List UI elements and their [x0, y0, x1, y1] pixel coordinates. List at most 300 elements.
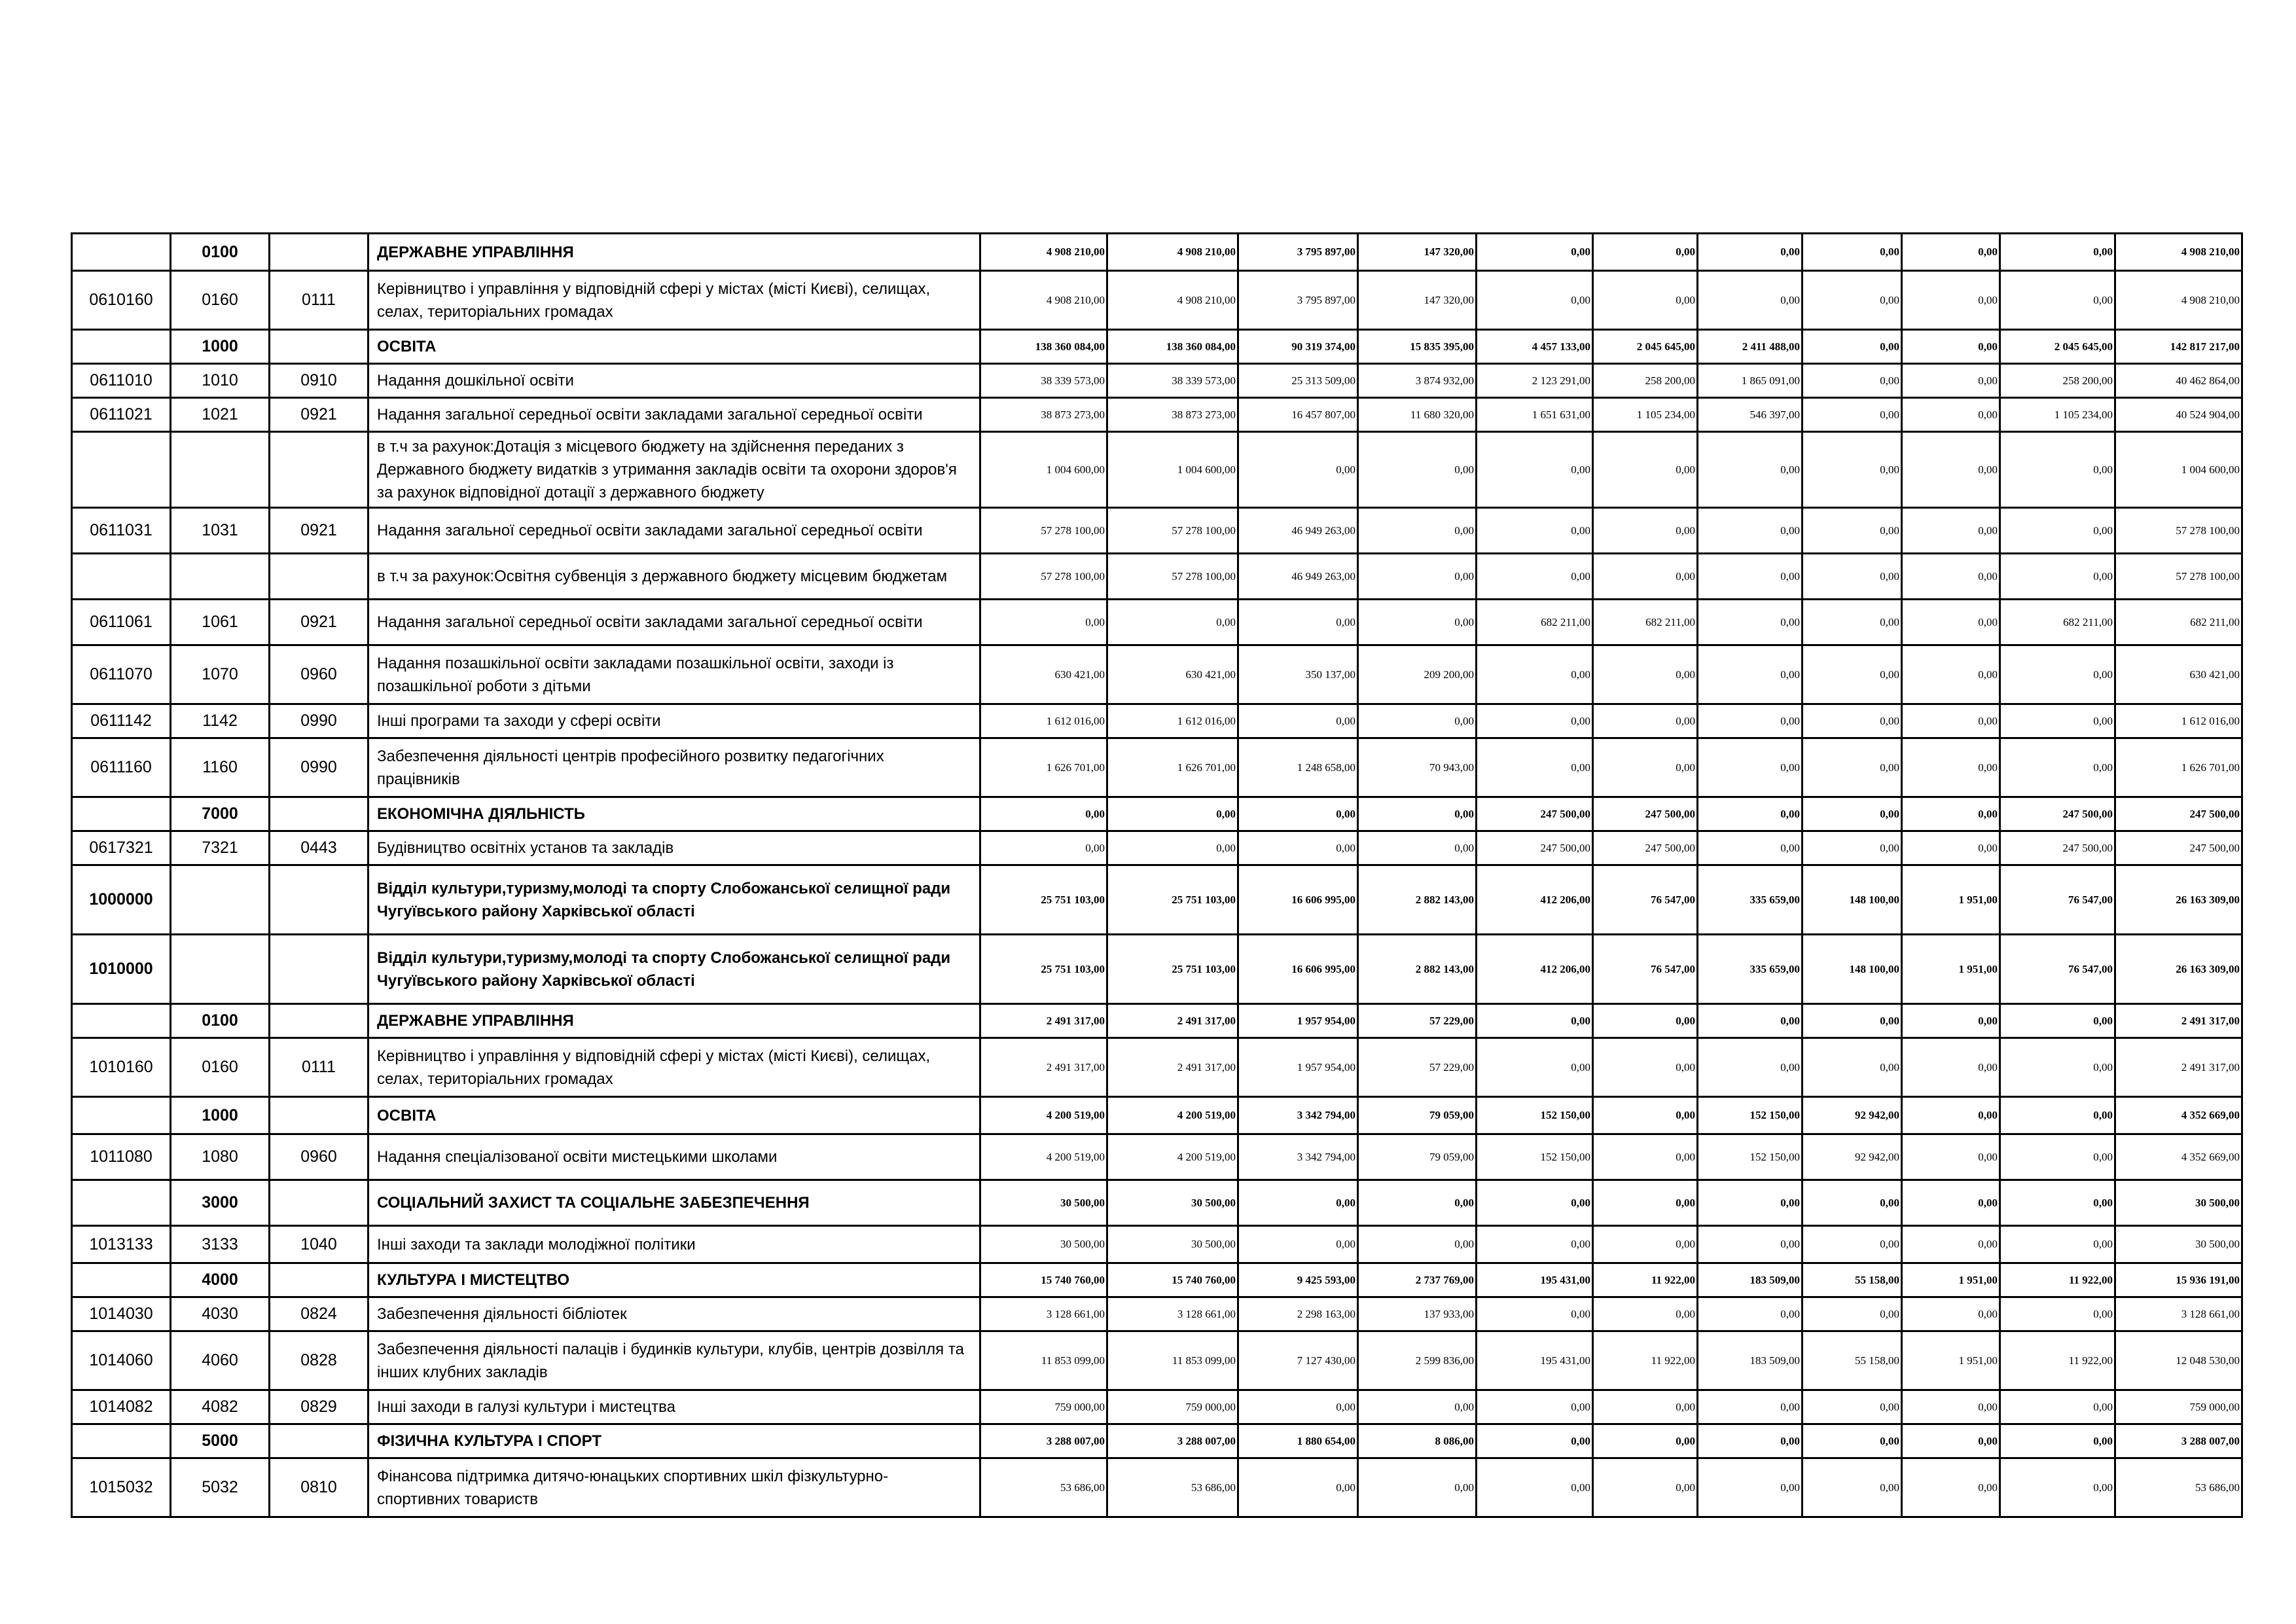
amount-cell: 0,00 [1477, 1458, 1593, 1517]
amount-cell: 3 342 794,00 [1238, 1134, 1358, 1180]
program-code-cell [72, 234, 171, 271]
amount-cell: 1 612 016,00 [2115, 704, 2242, 738]
amount-cell: 137 933,00 [1358, 1297, 1477, 1331]
amount-cell: 0,00 [1803, 330, 1902, 364]
program-code-cell [72, 432, 171, 508]
amount-cell: 0,00 [1902, 398, 2000, 432]
function-code-cell [270, 1004, 368, 1038]
amount-cell: 0,00 [1698, 1038, 1803, 1097]
amount-cell: 76 547,00 [2000, 935, 2115, 1004]
amount-cell: 247 500,00 [1593, 831, 1698, 865]
program-name-cell: Відділ культури,туризму,молоді та спорту Слобожанської селищної ради Чугуївського району Харківської області [368, 865, 980, 935]
amount-cell: 3 874 932,00 [1358, 364, 1477, 398]
amount-cell: 46 949 263,00 [1238, 554, 1358, 600]
program-name-cell: ДЕРЖАВНЕ УПРАВЛІННЯ [368, 1004, 980, 1038]
program-code-cell [72, 1004, 171, 1038]
amount-cell: 0,00 [1698, 1297, 1803, 1331]
amount-cell: 0,00 [1803, 831, 1902, 865]
amount-cell: 0,00 [1477, 645, 1593, 704]
program-code-cell: 1013133 [72, 1226, 171, 1263]
amount-cell: 0,00 [1803, 1297, 1902, 1331]
amount-cell: 11 853 099,00 [980, 1331, 1107, 1390]
amount-cell: 183 509,00 [1698, 1331, 1803, 1390]
amount-cell: 1 248 658,00 [1238, 738, 1358, 797]
amount-cell: 247 500,00 [1593, 797, 1698, 831]
table-row [72, 797, 2242, 831]
amount-cell: 0,00 [1593, 645, 1698, 704]
amount-cell: 0,00 [1902, 1004, 2000, 1038]
amount-cell: 40 524 904,00 [2115, 398, 2242, 432]
amount-cell: 0,00 [2000, 271, 2115, 330]
amount-cell: 0,00 [1698, 271, 1803, 330]
amount-cell: 0,00 [1477, 432, 1593, 508]
amount-cell: 152 150,00 [1698, 1097, 1803, 1134]
program-classification-cell [171, 865, 270, 935]
program-classification-cell: 1000 [171, 330, 270, 364]
amount-cell: 759 000,00 [1107, 1390, 1238, 1424]
amount-cell: 46 949 263,00 [1238, 508, 1358, 554]
amount-cell: 0,00 [2000, 1390, 2115, 1424]
amount-cell: 0,00 [1803, 234, 1902, 271]
amount-cell: 0,00 [1477, 1390, 1593, 1424]
function-code-cell: 0111 [270, 1038, 368, 1097]
amount-cell: 630 421,00 [1107, 645, 1238, 704]
amount-cell: 0,00 [1358, 600, 1477, 645]
amount-cell: 0,00 [2000, 234, 2115, 271]
amount-cell: 11 853 099,00 [1107, 1331, 1238, 1390]
program-name-cell: Відділ культури,туризму,молоді та спорту Слобожанської селищної ради Чугуївського району Харківської області [368, 935, 980, 1004]
amount-cell: 0,00 [1902, 704, 2000, 738]
amount-cell: 335 659,00 [1698, 865, 1803, 935]
amount-cell: 0,00 [1902, 797, 2000, 831]
amount-cell: 630 421,00 [980, 645, 1107, 704]
table-row [72, 1038, 2242, 1097]
amount-cell: 0,00 [1593, 271, 1698, 330]
amount-cell: 4 200 519,00 [980, 1134, 1107, 1180]
program-name-cell: КУЛЬТУРА І МИСТЕЦТВО [368, 1263, 980, 1297]
amount-cell: 1 004 600,00 [980, 432, 1107, 508]
amount-cell: 0,00 [1902, 271, 2000, 330]
amount-cell: 0,00 [1358, 508, 1477, 554]
amount-cell: 4 200 519,00 [1107, 1097, 1238, 1134]
amount-cell: 57 278 100,00 [1107, 554, 1238, 600]
amount-cell: 1 951,00 [1902, 935, 2000, 1004]
program-classification-cell: 7321 [171, 831, 270, 865]
table-row [72, 600, 2242, 645]
amount-cell: 4 908 210,00 [2115, 234, 2242, 271]
amount-cell: 0,00 [1902, 1038, 2000, 1097]
amount-cell: 2 045 645,00 [2000, 330, 2115, 364]
amount-cell: 25 751 103,00 [1107, 935, 1238, 1004]
program-classification-cell: 3133 [171, 1226, 270, 1263]
amount-cell: 0,00 [2000, 432, 2115, 508]
amount-cell: 0,00 [1902, 554, 2000, 600]
amount-cell: 0,00 [1477, 1297, 1593, 1331]
amount-cell: 0,00 [1477, 738, 1593, 797]
amount-cell: 0,00 [1593, 554, 1698, 600]
amount-cell: 0,00 [2000, 645, 2115, 704]
program-code-cell [72, 1180, 171, 1226]
amount-cell: 38 873 273,00 [1107, 398, 1238, 432]
program-name-cell: Інші заходи в галузі культури і мистецтва [368, 1390, 980, 1424]
function-code-cell: 0990 [270, 704, 368, 738]
amount-cell: 0,00 [1698, 1226, 1803, 1263]
amount-cell: 25 751 103,00 [1107, 865, 1238, 935]
program-classification-cell: 1000 [171, 1097, 270, 1134]
amount-cell: 4 908 210,00 [980, 271, 1107, 330]
program-classification-cell: 5000 [171, 1424, 270, 1458]
amount-cell: 53 686,00 [980, 1458, 1107, 1517]
amount-cell: 1 957 954,00 [1238, 1004, 1358, 1038]
amount-cell: 0,00 [1238, 1390, 1358, 1424]
amount-cell: 0,00 [1358, 1180, 1477, 1226]
amount-cell: 1 626 701,00 [1107, 738, 1238, 797]
table-row [72, 364, 2242, 398]
table-row [72, 1226, 2242, 1263]
amount-cell: 1 865 091,00 [1698, 364, 1803, 398]
program-name-cell: ФІЗИЧНА КУЛЬТУРА І СПОРТ [368, 1424, 980, 1458]
amount-cell: 247 500,00 [2115, 831, 2242, 865]
program-classification-cell: 0100 [171, 234, 270, 271]
amount-cell: 0,00 [1238, 432, 1358, 508]
amount-cell: 0,00 [1593, 738, 1698, 797]
amount-cell: 57 278 100,00 [2115, 554, 2242, 600]
program-name-cell: Надання дошкільної освіти [368, 364, 980, 398]
amount-cell: 152 150,00 [1698, 1134, 1803, 1180]
amount-cell: 3 128 661,00 [980, 1297, 1107, 1331]
amount-cell: 0,00 [1803, 1226, 1902, 1263]
amount-cell: 1 951,00 [1902, 1331, 2000, 1390]
amount-cell: 30 500,00 [1107, 1180, 1238, 1226]
program-code-cell: 0611061 [72, 600, 171, 645]
function-code-cell [270, 865, 368, 935]
amount-cell: 0,00 [1698, 1004, 1803, 1038]
table-row [72, 1458, 2242, 1517]
program-name-cell: Керівництво і управління у відповідній сфері у містах (місті Києві), селищах, селах, територіальних громадах [368, 1038, 980, 1097]
amount-cell: 147 320,00 [1358, 234, 1477, 271]
amount-cell: 0,00 [1358, 432, 1477, 508]
amount-cell: 0,00 [1477, 508, 1593, 554]
amount-cell: 1 626 701,00 [2115, 738, 2242, 797]
amount-cell: 152 150,00 [1477, 1134, 1593, 1180]
table-row [72, 398, 2242, 432]
amount-cell: 0,00 [1902, 1134, 2000, 1180]
table-row [72, 1004, 2242, 1038]
amount-cell: 0,00 [1107, 797, 1238, 831]
amount-cell: 30 500,00 [980, 1180, 1107, 1226]
table-row [72, 1263, 2242, 1297]
amount-cell: 0,00 [1803, 364, 1902, 398]
amount-cell: 30 500,00 [1107, 1226, 1238, 1263]
amount-cell: 4 457 133,00 [1477, 330, 1593, 364]
program-classification-cell: 5032 [171, 1458, 270, 1517]
amount-cell: 0,00 [2000, 1458, 2115, 1517]
table-row [72, 234, 2242, 271]
function-code-cell [270, 234, 368, 271]
amount-cell: 247 500,00 [2115, 797, 2242, 831]
function-code-cell: 0111 [270, 271, 368, 330]
amount-cell: 0,00 [1593, 432, 1698, 508]
amount-cell: 0,00 [1593, 1004, 1698, 1038]
table-body [72, 234, 2242, 1517]
amount-cell: 0,00 [1698, 704, 1803, 738]
function-code-cell: 0810 [270, 1458, 368, 1517]
amount-cell: 1 612 016,00 [1107, 704, 1238, 738]
amount-cell: 0,00 [1593, 508, 1698, 554]
function-code-cell [270, 1097, 368, 1134]
program-classification-cell [171, 432, 270, 508]
amount-cell: 55 158,00 [1803, 1331, 1902, 1390]
function-code-cell [270, 1424, 368, 1458]
amount-cell: 57 229,00 [1358, 1038, 1477, 1097]
amount-cell: 0,00 [1803, 1458, 1902, 1517]
amount-cell: 4 908 210,00 [980, 234, 1107, 271]
function-code-cell: 0443 [270, 831, 368, 865]
amount-cell: 0,00 [980, 600, 1107, 645]
amount-cell: 0,00 [1803, 271, 1902, 330]
function-code-cell: 0960 [270, 1134, 368, 1180]
amount-cell: 30 500,00 [2115, 1180, 2242, 1226]
amount-cell: 0,00 [2000, 1226, 2115, 1263]
amount-cell: 1 957 954,00 [1238, 1038, 1358, 1097]
amount-cell: 3 288 007,00 [980, 1424, 1107, 1458]
program-classification-cell: 1160 [171, 738, 270, 797]
amount-cell: 0,00 [1238, 1458, 1358, 1517]
amount-cell: 70 943,00 [1358, 738, 1477, 797]
program-classification-cell: 1010 [171, 364, 270, 398]
program-name-cell: Інші програми та заходи у сфері освіти [368, 704, 980, 738]
table-row [72, 508, 2242, 554]
amount-cell: 4 352 669,00 [2115, 1097, 2242, 1134]
amount-cell: 0,00 [1803, 1424, 1902, 1458]
amount-cell: 0,00 [1477, 271, 1593, 330]
amount-cell: 25 751 103,00 [980, 935, 1107, 1004]
amount-cell: 2 411 488,00 [1698, 330, 1803, 364]
amount-cell: 0,00 [1902, 645, 2000, 704]
table-row [72, 330, 2242, 364]
table-row [72, 865, 2242, 935]
program-code-cell: 1011080 [72, 1134, 171, 1180]
program-name-cell: Забезпечення діяльності бібліотек [368, 1297, 980, 1331]
amount-cell: 12 048 530,00 [2115, 1331, 2242, 1390]
amount-cell: 350 137,00 [1238, 645, 1358, 704]
program-classification-cell: 0160 [171, 1038, 270, 1097]
amount-cell: 682 211,00 [1477, 600, 1593, 645]
function-code-cell [270, 432, 368, 508]
amount-cell: 0,00 [1358, 1226, 1477, 1263]
amount-cell: 57 278 100,00 [980, 554, 1107, 600]
amount-cell: 0,00 [2000, 1424, 2115, 1458]
program-code-cell: 0610160 [72, 271, 171, 330]
amount-cell: 0,00 [1107, 600, 1238, 645]
program-code-cell [72, 797, 171, 831]
amount-cell: 0,00 [1358, 1458, 1477, 1517]
program-classification-cell: 1080 [171, 1134, 270, 1180]
program-code-cell: 0617321 [72, 831, 171, 865]
amount-cell: 3 128 661,00 [2115, 1297, 2242, 1331]
function-code-cell [270, 935, 368, 1004]
amount-cell: 0,00 [1902, 1458, 2000, 1517]
amount-cell: 2 491 317,00 [980, 1004, 1107, 1038]
amount-cell: 0,00 [1902, 330, 2000, 364]
amount-cell: 0,00 [1902, 364, 2000, 398]
table-row [72, 1331, 2242, 1390]
program-name-cell: Надання загальної середньої освіти закладами загальної середньої освіти [368, 398, 980, 432]
amount-cell: 0,00 [1803, 645, 1902, 704]
amount-cell: 0,00 [1902, 1226, 2000, 1263]
program-classification-cell: 0100 [171, 1004, 270, 1038]
amount-cell: 11 922,00 [2000, 1331, 2115, 1390]
program-name-cell: Надання загальної середньої освіти закладами загальної середньої освіти [368, 600, 980, 645]
amount-cell: 0,00 [2000, 1134, 2115, 1180]
amount-cell: 0,00 [2000, 738, 2115, 797]
amount-cell: 3 795 897,00 [1238, 271, 1358, 330]
program-code-cell: 0611070 [72, 645, 171, 704]
amount-cell: 0,00 [1902, 600, 2000, 645]
amount-cell: 16 606 995,00 [1238, 935, 1358, 1004]
amount-cell: 0,00 [1902, 1097, 2000, 1134]
function-code-cell [270, 554, 368, 600]
amount-cell: 0,00 [1238, 797, 1358, 831]
amount-cell: 0,00 [1358, 704, 1477, 738]
amount-cell: 682 211,00 [2115, 600, 2242, 645]
amount-cell: 2 491 317,00 [2115, 1038, 2242, 1097]
amount-cell: 4 908 210,00 [1107, 271, 1238, 330]
amount-cell: 3 342 794,00 [1238, 1097, 1358, 1134]
amount-cell: 0,00 [1238, 831, 1358, 865]
amount-cell: 0,00 [1477, 1180, 1593, 1226]
program-classification-cell: 1142 [171, 704, 270, 738]
amount-cell: 53 686,00 [1107, 1458, 1238, 1517]
program-name-cell: Забезпечення діяльності центрів професійного розвитку педагогічних працівників [368, 738, 980, 797]
amount-cell: 142 817 217,00 [2115, 330, 2242, 364]
program-code-cell: 0611142 [72, 704, 171, 738]
amount-cell: 0,00 [1698, 1458, 1803, 1517]
amount-cell: 0,00 [1698, 1180, 1803, 1226]
program-name-cell: Фінансова підтримка дитячо-юнацьких спортивних шкіл фізкультурно-спортивних товариств [368, 1458, 980, 1517]
program-name-cell: в т.ч за рахунок:Дотація з місцевого бюджету на здійснення переданих з Державного бюджету видатків з утримання закладів освіти та охорони здоров'я за рахунок відповідної дотації з державного бюджету [368, 432, 980, 508]
program-code-cell [72, 554, 171, 600]
amount-cell: 25 751 103,00 [980, 865, 1107, 935]
amount-cell: 0,00 [1698, 234, 1803, 271]
amount-cell: 0,00 [1593, 1097, 1698, 1134]
amount-cell: 335 659,00 [1698, 935, 1803, 1004]
program-name-cell: ОСВІТА [368, 330, 980, 364]
amount-cell: 26 163 309,00 [2115, 935, 2242, 1004]
amount-cell: 57 229,00 [1358, 1004, 1477, 1038]
table-row [72, 645, 2242, 704]
program-classification-cell: 1070 [171, 645, 270, 704]
amount-cell: 1 004 600,00 [1107, 432, 1238, 508]
amount-cell: 0,00 [1803, 1390, 1902, 1424]
amount-cell: 15 936 191,00 [2115, 1263, 2242, 1297]
program-code-cell: 0611031 [72, 508, 171, 554]
program-classification-cell: 4000 [171, 1263, 270, 1297]
amount-cell: 15 835 395,00 [1358, 330, 1477, 364]
amount-cell: 9 425 593,00 [1238, 1263, 1358, 1297]
program-name-cell: Надання спеціалізованої освіти мистецькими школами [368, 1134, 980, 1180]
amount-cell: 0,00 [1902, 508, 2000, 554]
amount-cell: 11 922,00 [2000, 1263, 2115, 1297]
table-row [72, 831, 2242, 865]
amount-cell: 1 004 600,00 [2115, 432, 2242, 508]
program-classification-cell: 0160 [171, 271, 270, 330]
function-code-cell: 0910 [270, 364, 368, 398]
function-code-cell: 0921 [270, 398, 368, 432]
amount-cell: 4 352 669,00 [2115, 1134, 2242, 1180]
function-code-cell: 0921 [270, 508, 368, 554]
amount-cell: 0,00 [1698, 738, 1803, 797]
function-code-cell: 0829 [270, 1390, 368, 1424]
amount-cell: 2 123 291,00 [1477, 364, 1593, 398]
amount-cell: 30 500,00 [980, 1226, 1107, 1263]
amount-cell: 0,00 [1698, 600, 1803, 645]
function-code-cell: 0990 [270, 738, 368, 797]
amount-cell: 57 278 100,00 [2115, 508, 2242, 554]
program-name-cell: СОЦІАЛЬНИЙ ЗАХИСТ ТА СОЦІАЛЬНЕ ЗАБЕЗПЕЧЕННЯ [368, 1180, 980, 1226]
amount-cell: 0,00 [1107, 831, 1238, 865]
table-row [72, 1390, 2242, 1424]
amount-cell: 0,00 [1698, 645, 1803, 704]
program-code-cell: 1015032 [72, 1458, 171, 1517]
amount-cell: 2 599 836,00 [1358, 1331, 1477, 1390]
program-classification-cell: 4060 [171, 1331, 270, 1390]
amount-cell: 0,00 [1803, 704, 1902, 738]
amount-cell: 148 100,00 [1803, 865, 1902, 935]
amount-cell: 0,00 [1593, 1226, 1698, 1263]
table-row [72, 271, 2242, 330]
table-row [72, 432, 2242, 508]
table-row [72, 1134, 2242, 1180]
amount-cell: 0,00 [1902, 831, 2000, 865]
amount-cell: 25 313 509,00 [1238, 364, 1358, 398]
amount-cell: 0,00 [1358, 831, 1477, 865]
amount-cell: 0,00 [1902, 738, 2000, 797]
amount-cell: 16 606 995,00 [1238, 865, 1358, 935]
program-name-cell: ДЕРЖАВНЕ УПРАВЛІННЯ [368, 234, 980, 271]
amount-cell: 1 880 654,00 [1238, 1424, 1358, 1458]
amount-cell: 412 206,00 [1477, 935, 1593, 1004]
program-name-cell: Керівництво і управління у відповідній сфері у містах (місті Києві), селищах, селах, територіальних громадах [368, 271, 980, 330]
amount-cell: 1 951,00 [1902, 865, 2000, 935]
program-code-cell [72, 330, 171, 364]
amount-cell: 2 737 769,00 [1358, 1263, 1477, 1297]
amount-cell: 26 163 309,00 [2115, 865, 2242, 935]
program-classification-cell: 7000 [171, 797, 270, 831]
amount-cell: 546 397,00 [1698, 398, 1803, 432]
program-code-cell: 1014030 [72, 1297, 171, 1331]
program-classification-cell [171, 935, 270, 1004]
amount-cell: 3 288 007,00 [2115, 1424, 2242, 1458]
amount-cell: 0,00 [1477, 704, 1593, 738]
program-classification-cell: 1061 [171, 600, 270, 645]
table-row [72, 1180, 2242, 1226]
amount-cell: 2 491 317,00 [980, 1038, 1107, 1097]
amount-cell: 247 500,00 [2000, 797, 2115, 831]
program-classification-cell: 1021 [171, 398, 270, 432]
amount-cell: 2 298 163,00 [1238, 1297, 1358, 1331]
program-code-cell: 0611021 [72, 398, 171, 432]
program-name-cell: в т.ч за рахунок:Освітня субвенція з державного бюджету місцевим бюджетам [368, 554, 980, 600]
program-classification-cell: 4082 [171, 1390, 270, 1424]
program-name-cell: Інші заходи та заклади молодіжної політики [368, 1226, 980, 1263]
amount-cell: 8 086,00 [1358, 1424, 1477, 1458]
amount-cell: 0,00 [2000, 554, 2115, 600]
program-code-cell [72, 1263, 171, 1297]
amount-cell: 38 339 573,00 [980, 364, 1107, 398]
amount-cell: 247 500,00 [2000, 831, 2115, 865]
amount-cell: 0,00 [1803, 508, 1902, 554]
